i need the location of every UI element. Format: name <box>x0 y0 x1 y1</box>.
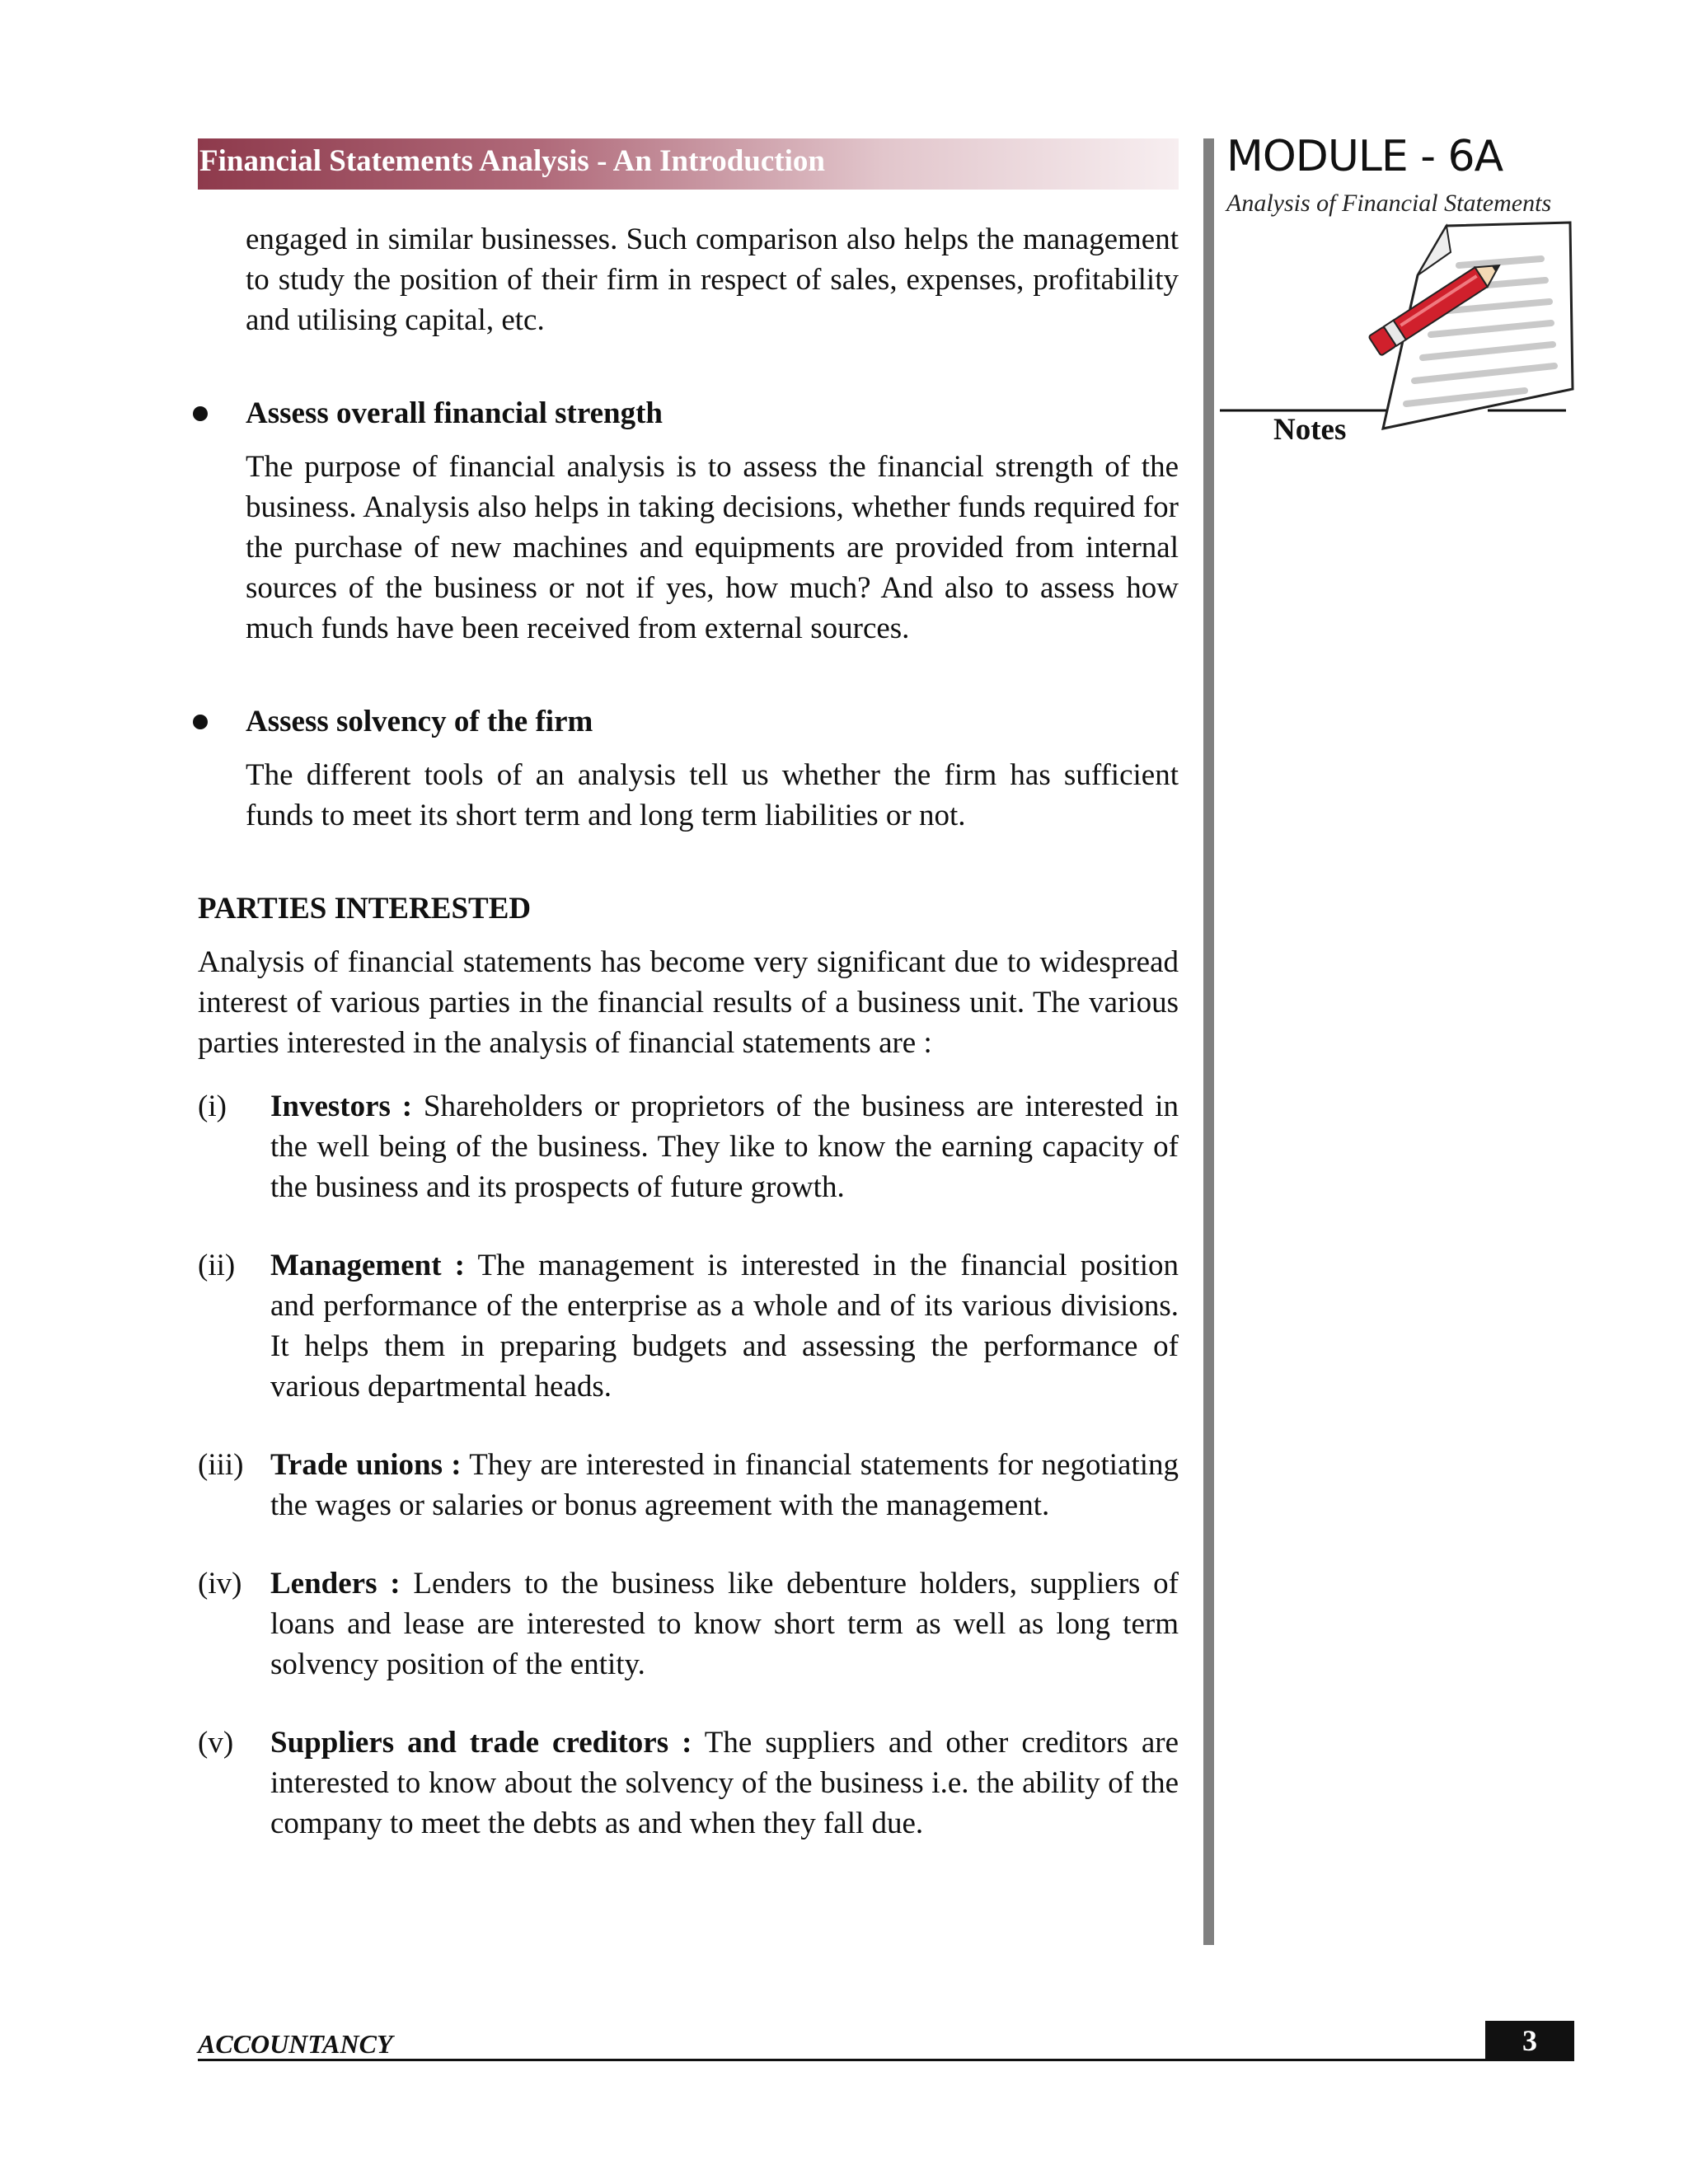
item-text: The management is interested in the financial position and performance of the enterprise as a whole and of its various divisions. It helps them in preparing budgets and assessing the performance of various departmental heads. <box>270 1249 1179 1404</box>
module-title: MODULE - 6A <box>1226 132 1503 181</box>
item-body <box>270 1563 1179 1685</box>
section-heading: PARTIES INTERESTED <box>198 892 532 926</box>
bullet-text: The purpose of financial analysis is to assess the financial strength of the business. Analysis also helps in taking decisions, whether funds required for the purchase of new machines and equipments are provided from internal sources of the business or not if yes, how much? And also to assess how much funds have been received from external sources. <box>246 450 1179 645</box>
item-text: They are interested in financial statements for negotiating the wages or salaries or bonus agreement with the management. <box>270 1448 1179 1522</box>
notes-pencil-icon <box>1212 216 1582 447</box>
bullet-heading-text: Assess solvency of the firm <box>246 705 593 738</box>
footer-subject: ACCOUNTANCY <box>198 2029 393 2059</box>
bullet-text: The different tools of an analysis tell us whether the firm has sufficient funds to meet its short term and long term liabilities or not. <box>246 758 1179 832</box>
page-number: 3 <box>1485 2021 1574 2060</box>
bullet-heading-text: Assess overall financial strength <box>246 396 663 430</box>
item-number: (iii) <box>198 1448 244 1482</box>
item-term: Management : <box>270 1249 466 1282</box>
item-text: Shareholders or proprietors of the business are interested in the well being of the business. They like to know the earning capacity of the business and its prospects of future growth. <box>270 1090 1179 1204</box>
item-term: Investors : <box>270 1090 413 1123</box>
chapter-title: Financial Statements Analysis - An Introduction <box>199 144 825 178</box>
item-number: (v) <box>198 1726 234 1760</box>
intro-continuation: engaged in similar businesses. Such comparison also helps the management to study the position of their firm in respect of sales, expenses, profitability and utilising capital, etc. <box>246 223 1179 337</box>
item-number: (i) <box>198 1090 227 1123</box>
footer-rule <box>198 2059 1574 2061</box>
item-body <box>270 1445 1179 1526</box>
item-number: (ii) <box>198 1249 236 1282</box>
item-body <box>270 1722 1179 1844</box>
list-item <box>198 1563 1179 1685</box>
notes-label: Notes <box>1273 413 1347 447</box>
list-item <box>198 1445 1179 1526</box>
main-content <box>198 219 1179 1844</box>
item-term: Suppliers and trade creditors : <box>270 1726 692 1760</box>
list-item <box>198 1722 1179 1844</box>
bullet-dot-icon <box>193 715 208 729</box>
item-number: (iv) <box>198 1567 242 1601</box>
item-body <box>270 1086 1179 1207</box>
section-intro: Analysis of financial statements has become very significant due to widespread interest of various parties in the financial results of a business unit. The various parties interested in the analysis of financial statements are : <box>198 945 1179 1060</box>
bullet-heading <box>246 701 1179 742</box>
list-item <box>198 1086 1179 1207</box>
bullet-dot-icon <box>193 406 208 421</box>
module-subtitle: Analysis of Financial Statements <box>1226 190 1552 217</box>
item-text: The suppliers and other creditors are interested to know about the solvency of the business i.e. the ability of the company to meet the debts as and when they fall due. <box>270 1726 1179 1840</box>
item-term: Lenders : <box>270 1567 401 1601</box>
item-term: Trade unions : <box>270 1448 462 1482</box>
list-item <box>198 1245 1179 1407</box>
item-text: Lenders to the business like debenture holders, suppliers of loans and lease are interested to know short term as well as long term solvency position of the entity. <box>270 1567 1179 1681</box>
bullet-heading <box>246 393 1179 434</box>
item-body <box>270 1245 1179 1407</box>
